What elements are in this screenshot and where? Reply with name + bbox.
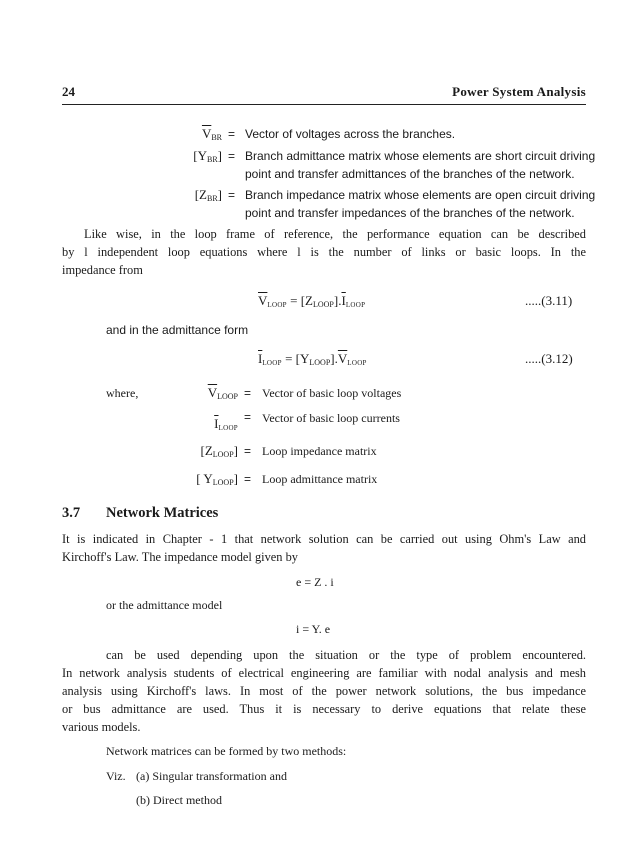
def-iloop-symbol: $\overline{I}LOOP$: [214, 416, 238, 432]
def-vloop-symbol: $\overline{V}_{LOOP}$: [207, 385, 238, 401]
equation-number-3-12: .....(3.12): [525, 351, 573, 366]
book-title: Power System Analysis: [452, 84, 586, 99]
paragraph-line: can be used depending upon the situation or the type of problem encountered.: [106, 648, 586, 662]
def-zbr-symbol: $[Z_{BR}]$: [194, 187, 222, 203]
def-iloop-text: Vector of basic loop currents: [262, 411, 400, 425]
def-zbr-eq: =: [228, 188, 236, 202]
page-number: 24: [62, 84, 75, 99]
methods-intro: Network matrices can be formed by two methods:: [106, 744, 347, 758]
def-ybr-text: Branch admittance matrix whose elements are short circuit driving: [245, 149, 596, 163]
def-yloop-eq: =: [244, 472, 252, 486]
paragraph-line: analysis using Kirchoff's laws. In most of the power network solutions, the bus impedance: [62, 684, 586, 698]
paragraph-line: Like wise, in the loop frame of reference, the performance equation can be described: [84, 227, 586, 241]
paragraph-line: Kirchoff's Law. The impedance model given by: [62, 550, 298, 564]
paragraph-line: impedance from: [62, 263, 143, 277]
paragraph-models: [62, 646, 586, 736]
def-vbr-symbol: $\overline{V}_{BR}$: [201, 126, 222, 142]
def-zbr-text-cont: point and transfer impedances of the branches of the network.: [245, 206, 575, 220]
def-vbr-eq: =: [228, 127, 236, 141]
def-vbr-text: Vector of voltages across the branches.: [245, 127, 456, 141]
section-title: Network Matrices: [106, 505, 219, 521]
paragraph-line: It is indicated in Chapter - 1 that network solution can be carried out using Ohm's Law and: [62, 532, 586, 546]
paragraph-section-intro: [62, 530, 586, 566]
paragraph-line: or bus admittance are used. Thus it is necessary to derive equations that relate these: [62, 702, 586, 716]
where-label: where,: [106, 386, 139, 400]
def-vloop-eq: =: [244, 386, 252, 400]
def-iloop-eq: =: [244, 410, 252, 424]
method-b: (b) Direct method: [136, 793, 222, 807]
def-zloop-text: Loop impedance matrix: [262, 444, 377, 458]
def-zloop-eq: =: [244, 444, 252, 458]
method-a: (a) Singular transformation and: [136, 769, 287, 783]
equation-number-3-11: .....(3.11): [525, 293, 573, 308]
admittance-intro: and in the admittance form: [106, 323, 249, 337]
equation-impedance-model: e = Z . i: [296, 575, 334, 589]
def-ybr-text-cont: point and transfer admittances of the branches of the network.: [245, 167, 575, 181]
paragraph-line: by l independent loop equations where l is the number of links or basic loops. In the: [62, 245, 586, 259]
def-yloop-symbol: [ $Y_{LOOP}$]: [196, 471, 238, 487]
paragraph-loop-frame: [62, 225, 586, 279]
def-ybr-eq: =: [228, 149, 236, 163]
def-ybr-symbol: $[Y_{BR}]$: [193, 148, 222, 164]
def-zloop-symbol: $[Z_{LOOP}]$: [200, 443, 238, 459]
paragraph-line: various models.: [62, 720, 141, 734]
header-rule: [62, 104, 586, 105]
admittance-model-intro: or the admittance model: [106, 598, 223, 612]
equation-3-12: $\overline{I}LOOP$ = $[Y_{LOOP}].\overline{V}LOOP$: [258, 351, 367, 367]
section-heading: [62, 505, 218, 522]
equation-admittance-model: i = Y. e: [296, 622, 331, 636]
def-zbr-text: Branch impedance matrix whose elements are open circuit driving: [245, 188, 596, 202]
running-header: [62, 84, 586, 102]
def-vloop-text: Vector of basic loop voltages: [262, 386, 402, 400]
paragraph-line: In network analysis students of electrical engineering are familiar with nodal analysis and mesh: [62, 666, 586, 680]
methods-viz-label: Viz.: [106, 769, 126, 783]
def-yloop-text: Loop admittance matrix: [262, 472, 378, 486]
section-number: 3.7: [62, 505, 81, 521]
equation-3-11: $\overline{V}LOOP$ = $[Z_{LOOP}].\overline{I}LOOP$: [258, 293, 366, 309]
